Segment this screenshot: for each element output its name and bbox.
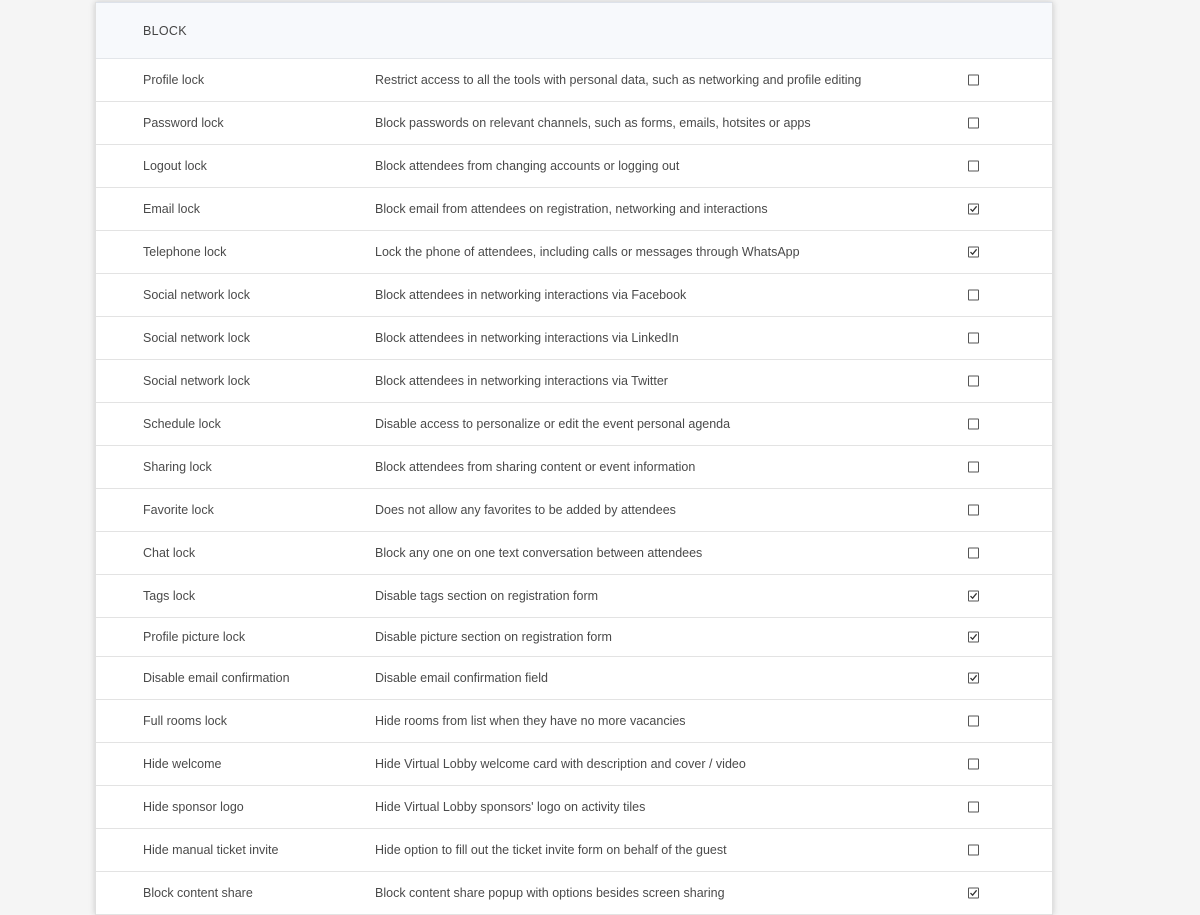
setting-checkbox[interactable] xyxy=(968,333,979,344)
setting-row xyxy=(96,188,1052,231)
setting-description: Block attendees in networking interactions via Facebook xyxy=(375,288,687,302)
setting-row xyxy=(96,657,1052,700)
setting-row xyxy=(96,231,1052,274)
setting-row xyxy=(96,446,1052,489)
setting-row xyxy=(96,786,1052,829)
setting-checkbox[interactable] xyxy=(968,290,979,301)
setting-description: Restrict access to all the tools with personal data, such as networking and profile editing xyxy=(375,73,862,87)
check-icon xyxy=(969,205,978,214)
setting-row xyxy=(96,59,1052,102)
setting-checkbox[interactable] xyxy=(968,548,979,559)
setting-row xyxy=(96,102,1052,145)
setting-label: Full rooms lock xyxy=(143,714,228,728)
setting-checkbox[interactable] xyxy=(968,759,979,770)
setting-description: Disable access to personalize or edit the event personal agenda xyxy=(375,417,731,431)
setting-description: Disable email confirmation field xyxy=(375,671,548,685)
check-icon xyxy=(969,248,978,257)
setting-label: Schedule lock xyxy=(143,417,221,431)
setting-description: Block attendees from changing accounts or logging out xyxy=(375,159,680,173)
setting-description: Block email from attendees on registration, networking and interactions xyxy=(375,202,768,216)
setting-description: Hide rooms from list when they have no more vacancies xyxy=(375,714,686,728)
setting-description: Block passwords on relevant channels, such as forms, emails, hotsites or apps xyxy=(375,116,811,130)
setting-row xyxy=(96,360,1052,403)
setting-row xyxy=(96,872,1052,915)
setting-description: Lock the phone of attendees, including calls or messages through WhatsApp xyxy=(375,245,800,259)
setting-label: Email lock xyxy=(143,202,200,216)
setting-label: Profile lock xyxy=(143,73,205,87)
setting-row xyxy=(96,403,1052,446)
settings-panel xyxy=(95,2,1053,915)
setting-label: Favorite lock xyxy=(143,503,214,517)
setting-description: Hide option to fill out the ticket invite form on behalf of the guest xyxy=(375,843,727,857)
setting-label: Hide manual ticket invite xyxy=(143,843,279,857)
setting-row xyxy=(96,743,1052,786)
setting-description: Block any one on one text conversation between attendees xyxy=(375,546,703,560)
setting-row xyxy=(96,700,1052,743)
setting-checkbox[interactable] xyxy=(968,75,979,86)
setting-label: Profile picture lock xyxy=(143,630,246,644)
setting-checkbox[interactable] xyxy=(968,118,979,129)
setting-checkbox[interactable] xyxy=(968,462,979,473)
setting-description: Block attendees from sharing content or event information xyxy=(375,460,696,474)
check-icon xyxy=(969,633,978,642)
setting-label: Chat lock xyxy=(143,546,196,560)
setting-checkbox[interactable] xyxy=(968,247,979,258)
setting-label: Logout lock xyxy=(143,159,207,173)
setting-checkbox[interactable] xyxy=(968,845,979,856)
setting-label: Disable email confirmation xyxy=(143,671,290,685)
setting-row xyxy=(96,829,1052,872)
setting-label: Block content share xyxy=(143,886,253,900)
setting-checkbox[interactable] xyxy=(968,716,979,727)
check-icon xyxy=(969,592,978,601)
setting-row xyxy=(96,618,1052,657)
setting-description: Disable picture section on registration form xyxy=(375,630,612,644)
setting-description: Does not allow any favorites to be added by attendees xyxy=(375,503,676,517)
setting-description: Block attendees in networking interactions via LinkedIn xyxy=(375,331,679,345)
setting-row xyxy=(96,274,1052,317)
setting-label: Tags lock xyxy=(143,589,196,603)
setting-label: Telephone lock xyxy=(143,245,227,259)
setting-checkbox[interactable] xyxy=(968,161,979,172)
setting-row xyxy=(96,145,1052,188)
setting-description: Hide Virtual Lobby sponsors' logo on activity tiles xyxy=(375,800,646,814)
setting-checkbox[interactable] xyxy=(968,505,979,516)
setting-label: Social network lock xyxy=(143,374,250,388)
setting-checkbox[interactable] xyxy=(968,419,979,430)
check-icon xyxy=(969,674,978,683)
setting-checkbox[interactable] xyxy=(968,673,979,684)
setting-description: Disable tags section on registration form xyxy=(375,589,599,603)
setting-label: Hide sponsor logo xyxy=(143,800,244,814)
setting-checkbox[interactable] xyxy=(968,376,979,387)
setting-description: Hide Virtual Lobby welcome card with description and cover / video xyxy=(375,757,746,771)
check-icon xyxy=(969,889,978,898)
setting-description: Block content share popup with options besides screen sharing xyxy=(375,886,725,900)
setting-description: Block attendees in networking interactions via Twitter xyxy=(375,374,668,388)
setting-checkbox[interactable] xyxy=(968,204,979,215)
setting-checkbox[interactable] xyxy=(968,591,979,602)
setting-checkbox[interactable] xyxy=(968,632,979,643)
setting-row xyxy=(96,489,1052,532)
setting-label: Hide welcome xyxy=(143,757,222,771)
setting-label: Password lock xyxy=(143,116,224,130)
setting-label: Social network lock xyxy=(143,288,250,302)
setting-checkbox[interactable] xyxy=(968,802,979,813)
section-title: BLOCK xyxy=(143,24,187,38)
setting-checkbox[interactable] xyxy=(968,888,979,899)
setting-row xyxy=(96,532,1052,575)
setting-label: Social network lock xyxy=(143,331,250,345)
setting-row xyxy=(96,575,1052,618)
setting-row xyxy=(96,317,1052,360)
setting-label: Sharing lock xyxy=(143,460,212,474)
section-header xyxy=(96,2,1052,59)
